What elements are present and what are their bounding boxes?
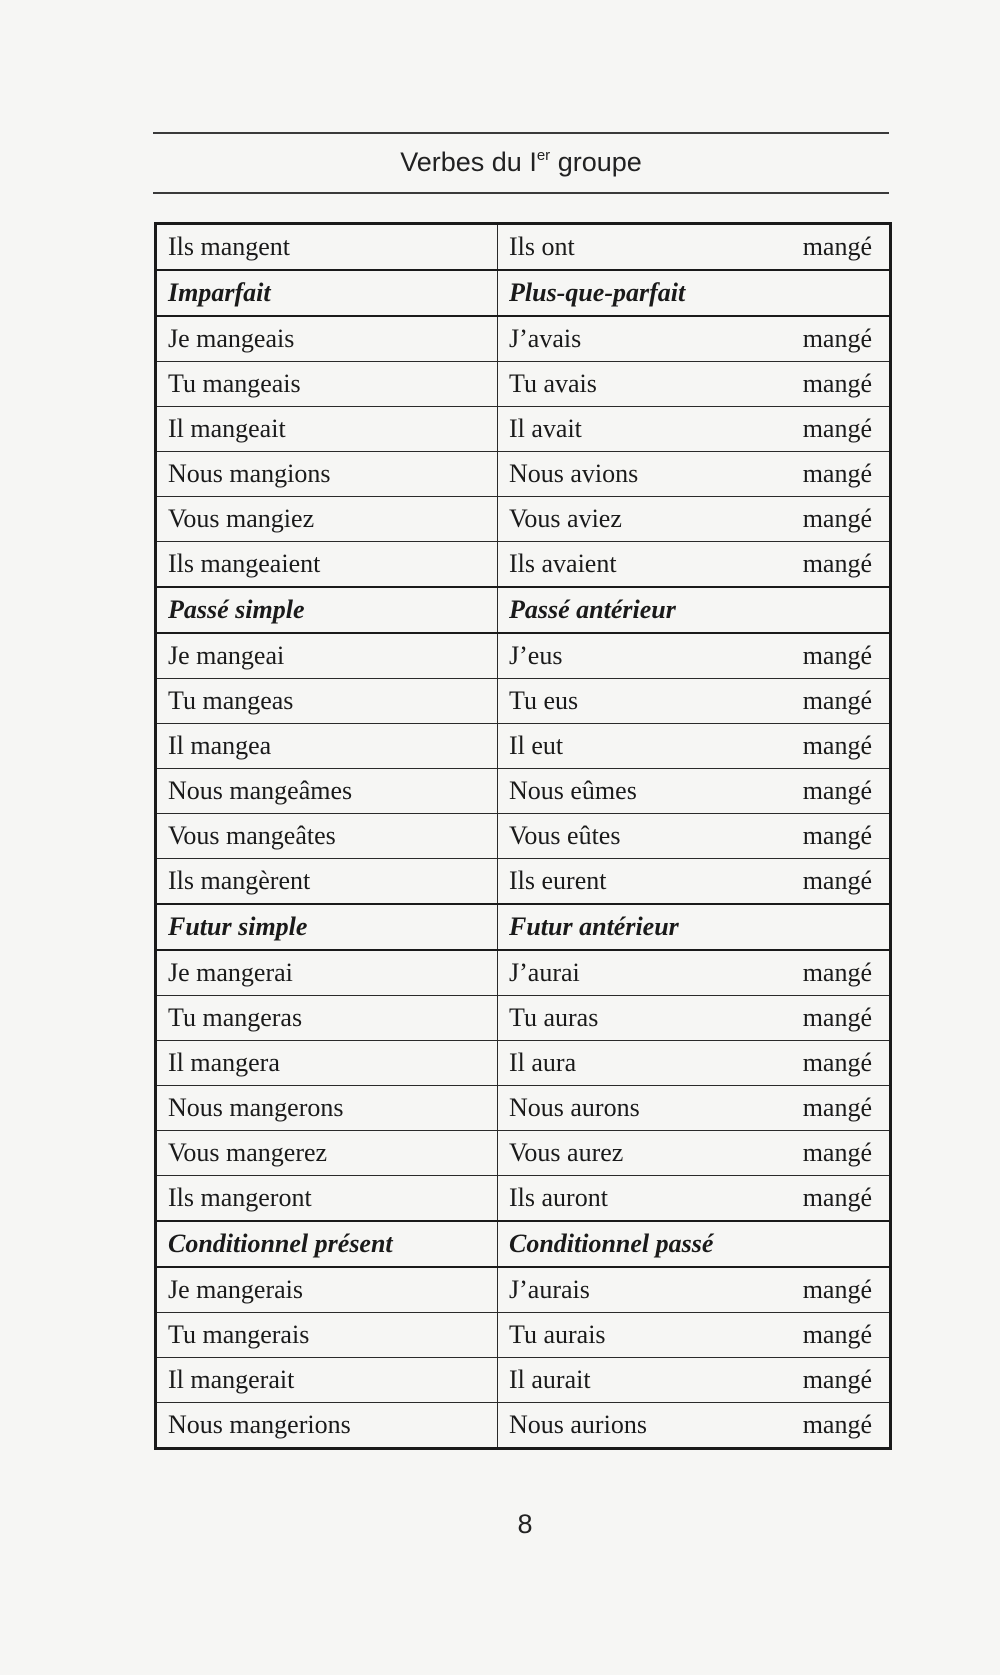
table-row: [156, 1267, 891, 1313]
past-participle: mangé: [802, 459, 872, 488]
table-row: [156, 633, 891, 679]
simple-tense-form: Ils mangent: [156, 224, 498, 271]
simple-tense-form: Nous mangeâmes: [156, 769, 498, 814]
auxiliary-form: Vous aurez: [509, 1138, 624, 1167]
auxiliary-form: Tu eus: [509, 686, 579, 715]
auxiliary-form: Il eut: [509, 731, 564, 760]
compound-tense-form: [498, 724, 891, 769]
table-row: [156, 1131, 891, 1176]
table-row: [156, 452, 891, 497]
simple-tense-form: Je mangerai: [156, 950, 498, 996]
table-row: [156, 814, 891, 859]
compound-tense-form: [498, 542, 891, 588]
compound-tense-form: [498, 769, 891, 814]
compound-tense-label: Futur antérieur: [509, 912, 679, 941]
compound-tense-heading: [498, 1221, 891, 1267]
simple-tense-form: Il mangea: [156, 724, 498, 769]
auxiliary-form: Nous eûmes: [509, 776, 637, 805]
table-row: [156, 497, 891, 542]
compound-tense-form: [498, 224, 891, 271]
table-row: [156, 950, 891, 996]
compound-tense-form: [498, 1041, 891, 1086]
simple-tense-form: Il mangera: [156, 1041, 498, 1086]
simple-tense-form: Il mangerait: [156, 1358, 498, 1403]
compound-tense-form: [498, 316, 891, 362]
table-row: [156, 1313, 891, 1358]
compound-tense-form: [498, 1086, 891, 1131]
table-row: [156, 542, 891, 588]
auxiliary-form: Il avait: [509, 414, 582, 443]
simple-tense-heading: Conditionnel présent: [156, 1221, 498, 1267]
simple-tense-form: Vous mangerez: [156, 1131, 498, 1176]
table-row: [156, 769, 891, 814]
past-participle: mangé: [802, 731, 872, 760]
table-row: [156, 224, 891, 271]
table-row: [156, 859, 891, 905]
compound-tense-label: Plus-que-parfait: [509, 278, 686, 307]
past-participle: mangé: [802, 1320, 872, 1349]
simple-tense-form: Ils mangèrent: [156, 859, 498, 905]
table-row: [156, 996, 891, 1041]
compound-tense-form: [498, 996, 891, 1041]
auxiliary-form: J’avais: [509, 324, 582, 353]
auxiliary-form: J’aurai: [509, 958, 580, 987]
simple-tense-form: Il mangeait: [156, 407, 498, 452]
auxiliary-form: Ils ont: [509, 232, 575, 261]
header-rule-bottom: [153, 192, 889, 194]
table-row: [156, 724, 891, 769]
simple-tense-form: Vous mangiez: [156, 497, 498, 542]
compound-tense-form: [498, 1403, 891, 1449]
compound-tense-form: [498, 1358, 891, 1403]
table-row: [156, 1358, 891, 1403]
past-participle: mangé: [802, 866, 872, 895]
simple-tense-form: Nous mangerions: [156, 1403, 498, 1449]
past-participle: mangé: [802, 1048, 872, 1077]
past-participle: mangé: [802, 414, 872, 443]
tense-heading-row: [156, 904, 891, 950]
table-row: [156, 407, 891, 452]
auxiliary-form: Tu aurais: [509, 1320, 606, 1349]
page-title-suffix: groupe: [550, 147, 642, 177]
compound-tense-form: [498, 679, 891, 724]
page-number: 8: [517, 1509, 533, 1539]
simple-tense-form: Je mangerais: [156, 1267, 498, 1313]
past-participle: mangé: [802, 324, 872, 353]
simple-tense-heading: Imparfait: [156, 270, 498, 316]
page-title-superscript: er: [536, 147, 551, 164]
simple-tense-form: Nous mangerons: [156, 1086, 498, 1131]
auxiliary-form: Nous avions: [509, 459, 639, 488]
compound-tense-form: [498, 950, 891, 996]
auxiliary-form: J’aurais: [509, 1275, 590, 1304]
simple-tense-form: Je mangeais: [156, 316, 498, 362]
tense-heading-row: [156, 587, 891, 633]
compound-tense-form: [498, 362, 891, 407]
past-participle: mangé: [802, 641, 872, 670]
header-rule-top: [153, 132, 889, 134]
simple-tense-heading: Futur simple: [156, 904, 498, 950]
conjugation-table: [154, 222, 892, 1450]
auxiliary-form: Nous aurions: [509, 1410, 647, 1439]
simple-tense-form: Tu mangeas: [156, 679, 498, 724]
compound-tense-form: [498, 1131, 891, 1176]
page-title-prefix: Verbes du I: [400, 147, 537, 177]
compound-tense-form: [498, 633, 891, 679]
table-row: [156, 1041, 891, 1086]
past-participle: mangé: [802, 1410, 872, 1439]
compound-tense-form: [498, 1267, 891, 1313]
simple-tense-form: Nous mangions: [156, 452, 498, 497]
compound-tense-form: [498, 452, 891, 497]
auxiliary-form: Vous aviez: [509, 504, 622, 533]
tense-heading-row: [156, 270, 891, 316]
past-participle: mangé: [802, 1275, 872, 1304]
past-participle: mangé: [802, 549, 872, 578]
compound-tense-label: Passé antérieur: [509, 595, 676, 624]
compound-tense-form: [498, 407, 891, 452]
table-row: [156, 679, 891, 724]
past-participle: mangé: [802, 776, 872, 805]
table-row: [156, 1086, 891, 1131]
simple-tense-form: Vous mangeâtes: [156, 814, 498, 859]
past-participle: mangé: [802, 369, 872, 398]
auxiliary-form: Il aurait: [509, 1365, 591, 1394]
past-participle: mangé: [802, 686, 872, 715]
table-row: [156, 1176, 891, 1222]
simple-tense-form: Je mangeai: [156, 633, 498, 679]
compound-tense-heading: [498, 904, 891, 950]
table-row: [156, 316, 891, 362]
auxiliary-form: Tu auras: [509, 1003, 599, 1032]
compound-tense-heading: [498, 270, 891, 316]
compound-tense-form: [498, 497, 891, 542]
auxiliary-form: Il aura: [509, 1048, 577, 1077]
table-row: [156, 1403, 891, 1449]
tense-heading-row: [156, 1221, 891, 1267]
past-participle: mangé: [802, 958, 872, 987]
simple-tense-form: Ils mangeaient: [156, 542, 498, 588]
table-row: [156, 362, 891, 407]
auxiliary-form: Nous aurons: [509, 1093, 640, 1122]
past-participle: mangé: [802, 1093, 872, 1122]
past-participle: mangé: [802, 504, 872, 533]
auxiliary-form: Tu avais: [509, 369, 597, 398]
past-participle: mangé: [802, 232, 872, 261]
page-title: [153, 142, 889, 182]
auxiliary-form: J’eus: [509, 641, 563, 670]
past-participle: mangé: [802, 821, 872, 850]
past-participle: mangé: [802, 1183, 872, 1212]
compound-tense-form: [498, 859, 891, 905]
simple-tense-form: Tu mangerais: [156, 1313, 498, 1358]
simple-tense-heading: Passé simple: [156, 587, 498, 633]
simple-tense-form: Tu mangeras: [156, 996, 498, 1041]
simple-tense-form: Ils mangeront: [156, 1176, 498, 1222]
compound-tense-form: [498, 1176, 891, 1222]
auxiliary-form: Vous eûtes: [509, 821, 621, 850]
conjugation-table-body: [156, 224, 891, 1449]
compound-tense-label: Conditionnel passé: [509, 1229, 714, 1258]
past-participle: mangé: [802, 1365, 872, 1394]
past-participle: mangé: [802, 1138, 872, 1167]
auxiliary-form: Ils eurent: [509, 866, 607, 895]
compound-tense-form: [498, 814, 891, 859]
compound-tense-form: [498, 1313, 891, 1358]
simple-tense-form: Tu mangeais: [156, 362, 498, 407]
auxiliary-form: Ils auront: [509, 1183, 608, 1212]
compound-tense-heading: [498, 587, 891, 633]
past-participle: mangé: [802, 1003, 872, 1032]
auxiliary-form: Ils avaient: [509, 549, 617, 578]
